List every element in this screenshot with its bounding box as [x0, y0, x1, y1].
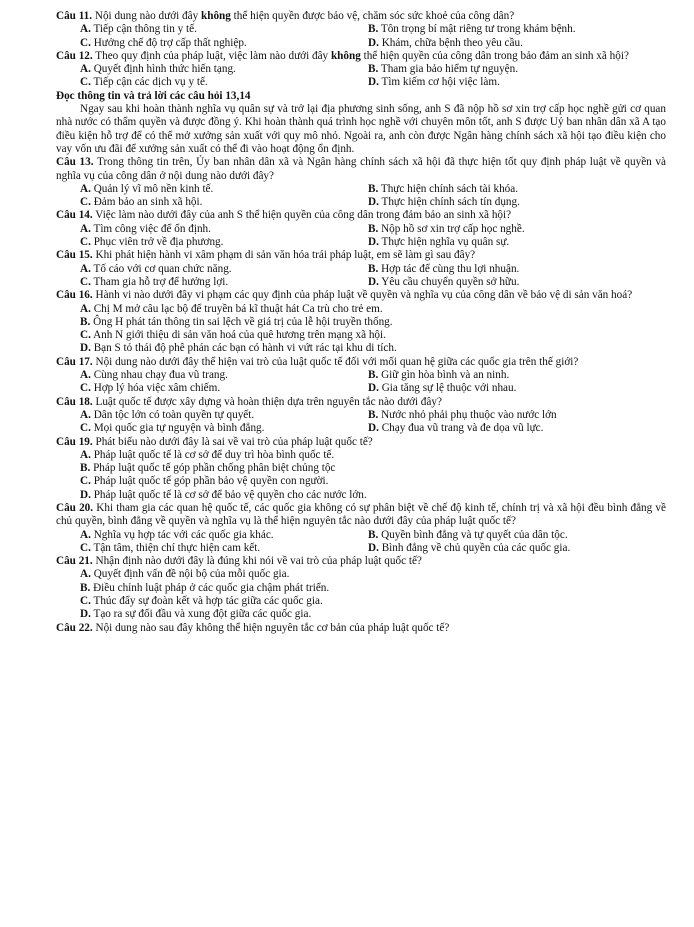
- question-text: Khi phát hiện hành vi xâm phạm di sản văn hóa trái pháp luật, em sẽ làm gì sau đây?: [92, 249, 476, 262]
- option-b: B. Quyền bình đẳng và tự quyết của dân tộc.: [368, 528, 568, 541]
- question-keyword: không: [330, 49, 361, 62]
- question-keyword: không: [201, 10, 231, 22]
- option-d: D. Tạo ra sự đối đầu và xung đột giữa các quốc gia.: [80, 608, 312, 621]
- option-b: B. Nước nhỏ phải phụ thuộc vào nước lớn: [368, 408, 557, 421]
- question-22: [56, 622, 666, 635]
- question-16: [56, 289, 666, 302]
- question-text: Nội dung nào sau đây không thể hiện nguyên tắc cơ bản của pháp luật quốc tế?: [92, 621, 450, 634]
- options-19: [56, 449, 666, 502]
- question-text: Theo quy định của pháp luật, việc làm nào dưới đây: [92, 49, 331, 62]
- question-number: Câu 13.: [56, 156, 94, 169]
- option-c: C. Tiếp cận các dịch vụ y tế.: [80, 76, 208, 89]
- options-13: [56, 183, 666, 210]
- option-a: A. Nghĩa vụ hợp tác với các quốc gia khác.: [80, 528, 274, 541]
- options-17: [56, 369, 666, 396]
- option-a: A. Dân tộc lớn có toàn quyền tự quyết.: [80, 408, 255, 421]
- option-a: A. Tiếp cận thông tin y tế.: [80, 23, 197, 36]
- question-text: Nội dung nào dưới đây thể hiện vai trò của luật quốc tế đối với mối quan hệ giữa các quốc gia trên thế giới?: [92, 355, 579, 368]
- question-text: Việc làm nào dưới đây của anh S thể hiện quyền của công dân trong đảm bảo an sinh xã hội?: [92, 209, 512, 222]
- question-number: Câu 20.: [56, 501, 94, 514]
- option-b: B. Pháp luật quốc tế góp phần chống phân biệt chủng tộc: [80, 462, 336, 475]
- question-20: [56, 502, 666, 529]
- option-a: A. Tố cáo với cơ quan chức năng.: [80, 262, 232, 275]
- options-20: [56, 529, 666, 556]
- option-c: C. Phục viên trở về địa phương.: [80, 236, 224, 249]
- option-b: B. Thực hiện chính sách tài khóa.: [368, 182, 519, 195]
- option-a: A. Chị M mở câu lạc bộ để truyền bá kĩ thuật hát Ca trù cho trẻ em.: [80, 302, 383, 315]
- question-text: Nội dung nào dưới đây: [92, 10, 201, 22]
- question-text: thể hiện quyền của công dân trong bảo đảm an sinh xã hội?: [360, 49, 629, 62]
- question-text: Nhận định nào dưới đây là đúng khi nói về vai trò của pháp luật quốc tế?: [92, 555, 422, 568]
- options-21: [56, 568, 666, 621]
- question-text: thể hiện quyền được bảo vệ, chăm sóc sức khoẻ của công dân?: [230, 10, 515, 22]
- question-12: [56, 50, 666, 63]
- options-12: [56, 63, 666, 90]
- option-d: D. Thực hiện chính sách tín dụng.: [368, 196, 520, 209]
- question-15: [56, 249, 666, 262]
- option-c: C. Hợp lý hóa việc xâm chiếm.: [80, 382, 221, 395]
- option-d: D. Yêu cầu chuyển quyền sở hữu.: [368, 275, 520, 288]
- question-number: Câu 11.: [56, 10, 93, 22]
- options-15: [56, 263, 666, 290]
- option-d: D. Pháp luật quốc tế là cơ sở để bảo vệ quyền cho các nước lớn.: [80, 488, 367, 501]
- option-a: A. Pháp luật quốc tế là cơ sở để duy trì hòa bình quốc tế.: [80, 448, 335, 461]
- option-b: B. Nộp hồ sơ xin trợ cấp học nghề.: [368, 222, 525, 235]
- option-b: B. Tham gia bảo hiểm tự nguyện.: [368, 63, 519, 76]
- question-11: [56, 10, 666, 23]
- options-16: [56, 303, 666, 356]
- option-a: A. Quản lý vĩ mô nền kinh tế.: [80, 182, 214, 195]
- options-11: [56, 23, 666, 50]
- option-b: B. Tôn trọng bí mật riêng tư trong khám bệnh.: [368, 23, 576, 36]
- option-c: C. Đảm bảo an sinh xã hội.: [80, 196, 203, 209]
- question-number: Câu 19.: [56, 435, 93, 448]
- option-c: C. Tận tâm, thiện chí thực hiện cam kết.: [80, 541, 261, 554]
- question-text: Hành vi nào dưới đây vi phạm các quy định của pháp luật về quyền và nghĩa vụ của công dân về bảo vệ di sản văn hoá?: [92, 289, 633, 302]
- options-14: [56, 223, 666, 250]
- option-d: D. Bình đẳng về chủ quyền của các quốc gia.: [368, 541, 571, 554]
- question-number: Câu 16.: [56, 289, 93, 302]
- option-b: B. Ông H phát tán thông tin sai lệch về giá trị của lễ hội truyền thống.: [80, 315, 393, 328]
- question-text: Luật quốc tế được xây dựng và hoàn thiện dựa trên nguyên tắc nào dưới đây?: [92, 395, 442, 408]
- option-d: D. Bạn S tỏ thái độ phê phán các bạn có hành vi vứt rác tại khu di tích.: [80, 342, 397, 355]
- option-a: A. Quyết định vấn đề nội bộ của mỗi quốc gia.: [80, 568, 290, 581]
- question-19: [56, 436, 666, 449]
- option-b: B. Điều chỉnh luật pháp ở các quốc gia chậm phát triển.: [80, 581, 330, 594]
- question-text: Trong thông tin trên, Ủy ban nhân dân xã và Ngân hàng chính sách xã hội đã thực hiện tốt quy định pháp luật về quyền và nghĩa vụ của công dân ở nội dung nào dưới đây?: [56, 156, 666, 182]
- question-text: Khi tham gia các quan hệ quốc tế, các quốc gia không có sự phân biệt về chế độ kinh tế, chính trị và xã hội đều bình đẳng về chủ quyền, bình đẳng về quyền và nghĩa vụ là thể hiện nguyên tắc nào dưới đây của pháp luật quốc tế?: [56, 501, 666, 528]
- question-17: [56, 356, 666, 369]
- option-d: D. Thực hiện nghĩa vụ quân sự.: [368, 236, 510, 249]
- question-number: Câu 15.: [56, 249, 93, 262]
- question-number: Câu 12.: [56, 49, 93, 62]
- option-b: B. Giữ gìn hòa bình và an ninh.: [368, 369, 510, 382]
- option-d: D. Chạy đua vũ trang và đe dọa vũ lực.: [368, 422, 544, 435]
- option-c: C. Hưởng chế độ trợ cấp thất nghiệp.: [80, 36, 247, 49]
- option-d: D. Tìm kiếm cơ hội việc làm.: [368, 76, 500, 89]
- question-number: Câu 18.: [56, 395, 93, 408]
- option-c: C. Thúc đẩy sự đoàn kết và hợp tác giữa các quốc gia.: [80, 595, 323, 608]
- option-c: C. Pháp luật quốc tế góp phần bảo vệ quyền con người.: [80, 475, 329, 488]
- question-13: [56, 156, 666, 183]
- option-d: D. Gia tăng sự lệ thuộc với nhau.: [368, 382, 517, 395]
- question-number: Câu 17.: [56, 355, 93, 368]
- question-14: [56, 209, 666, 222]
- question-text: Phát biểu nào dưới đây là sai về vai trò của pháp luật quốc tế?: [92, 435, 373, 448]
- question-21: [56, 555, 666, 568]
- question-18: [56, 396, 666, 409]
- option-c: C. Mọi quốc gia tự nguyện và bình đẳng.: [80, 422, 265, 435]
- reading-passage: Ngay sau khi hoàn thành nghĩa vụ quân sự và trở lại địa phương sinh sống, anh S đã nộp hồ sơ xin trợ cấp học nghề gửi cơ quan nhà nước có thẩm quyền và được đồng ý. Khi hoàn thành quá trình học nghề với chuyên môn tốt, anh S được Uỷ ban nhân dân xã A tạo điều kiện hỗ trợ để có thể mở xưởng sản xuất với quy mô nhỏ. Ngoài ra, anh còn được Ngân hàng chính sách xã hội tạo điều kiện cho vay vốn ưu đãi để xưởng sản xuất có thể đi vào hoạt động ổn định.: [56, 103, 666, 155]
- option-a: A. Quyết định hình thức hiến tạng.: [80, 63, 236, 76]
- question-number: Câu 14.: [56, 209, 93, 222]
- option-c: C. Anh N giới thiệu di sản văn hoá của quê hương trên mạng xã hội.: [80, 329, 386, 342]
- option-a: A. Cùng nhau chạy đua vũ trang.: [80, 369, 228, 382]
- option-b: B. Hợp tác để cùng thu lợi nhuận.: [368, 262, 520, 275]
- option-a: A. Tìm công việc để ổn định.: [80, 222, 211, 235]
- section-title: Đọc thông tin và trả lời các câu hỏi 13,14: [56, 89, 251, 102]
- options-18: [56, 409, 666, 436]
- option-c: C. Tham gia hỗ trợ để hưởng lợi.: [80, 275, 229, 288]
- question-number: Câu 21.: [56, 555, 93, 568]
- question-number: Câu 22.: [56, 621, 93, 634]
- option-d: D. Khám, chữa bệnh theo yêu cầu.: [368, 36, 523, 49]
